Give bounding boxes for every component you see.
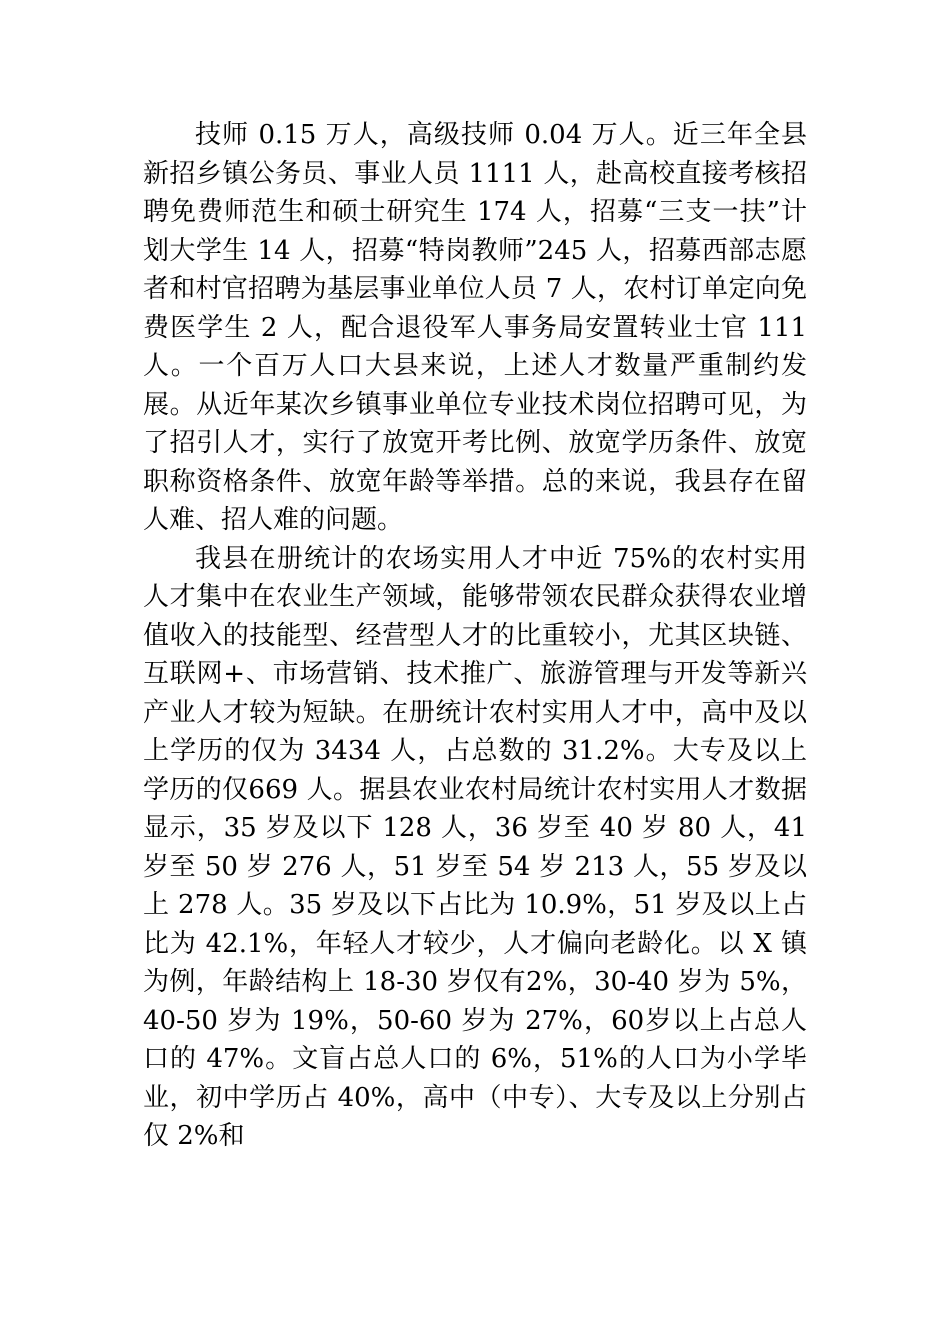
paragraph-1: 技师 0.15 万人，高级技师 0.04 万人。近三年全县新招乡镇公务员、事业人员 1111 人，赴高校直接考核招聘免费师范生和硕士研究生 174 人，招募“三支一扶”计划大学生 14 人，招募“特岗教师”245 人，招募西部志愿者和村官招聘为基层事业单位人员 7 人，农村订单定向免费医学生 2 人，配合退役军人事务局安置转业士官 111 人。一个百万人口大县来说，上述人才数量严重制约发展。从近年某次乡镇事业单位专业技术岗位招聘可见，为了招引人才，实行了放宽开考比例、放宽学历条件、放宽职称资格条件、放宽年龄等举措。总的来说，我县存在留人难、招人难的问题。: [143, 120, 807, 535]
document-body: [143, 116, 807, 1156]
paragraph-2: 我县在册统计的农场实用人才中近 75%的农村实用人才集中在农业生产领域，能够带领农民群众获得农业增值收入的技能型、经营型人才的比重较小，尤其区块链、互联网+、市场营销、技术推广、旅游管理与开发等新兴产业人才较为短缺。在册统计农村实用人才中，高中及以上学历的仅为 3434 人，占总数的 31.2%。大专及以上学历的仅669 人。据县农业农村局统计农村实用人才数据显示，35 岁及以下 128 人，36 岁至 40 岁 80 人，41 岁至 50 岁 276 人，51 岁至 54 岁 213 人，55 岁及以上 278 人。35 岁及以下占比为 10.9%，51 岁及以上占比为 42.1%，年轻人才较少，人才偏向老龄化。以 X 镇为例，年龄结构上 18-30 岁仅有2%，30-40 岁为 5%，40-50 岁为 19%，50-60 岁为 27%，60岁以上占总人口的 47%。文盲占总人口的 6%，51%的人口为小学毕业，初中学历占 40%，高中（中专）、大专及以上分别占仅 2%和: [143, 543, 807, 1151]
